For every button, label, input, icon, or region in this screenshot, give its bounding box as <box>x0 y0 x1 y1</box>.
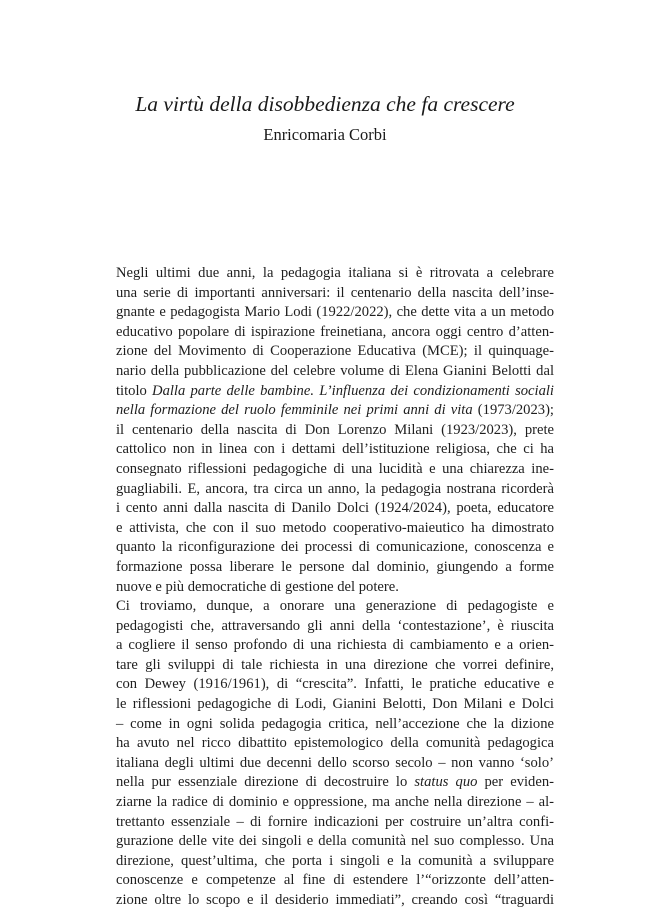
text-line: guagliabili. E, ancora, tra circa un anno, la pedagogia nostrana ricorderà <box>116 480 554 497</box>
text-line: Ci troviamo, dunque, a onorare una generazione di pedagogiste e <box>116 598 554 615</box>
text-line: Negli ultimi due anni, la pedagogia italiana si è ritrovata a celebrare <box>116 265 554 281</box>
text-line: tare gli sviluppi di tale richiesta in una direzione che vorrei definire, <box>116 656 554 673</box>
text-line: le riflessioni pedagogiche di Lodi, Gianini Belotti, Don Milani e Dolci <box>116 696 554 713</box>
paragraph-2 <box>98 597 554 911</box>
text-line: a cogliere il senso profondo di una richiesta di cambiamento e a orien- <box>116 637 554 654</box>
chapter-author: Enricomaria Corbi <box>263 125 387 144</box>
paragraph-1 <box>98 264 554 597</box>
text-line: educativo popolare di ispirazione freinetiana, ancora oggi centro d’atten- <box>116 323 554 340</box>
text-fragment: (1973/2023); <box>472 402 554 419</box>
text-fragment: per eviden- <box>477 774 554 791</box>
text-fragment: . <box>310 382 320 399</box>
text-line: ziarne la radice di dominio e oppressione, ma anche nella direzione – al- <box>116 794 554 811</box>
text-line: italiana degli ultimi due decenni dello scorso secolo – non vanno ‘solo’ <box>116 754 554 771</box>
text-line: trettanto essenziale – di fornire indicazioni per costruire un’altra confi- <box>116 813 554 830</box>
text-line: gnante e pedagogista Mario Lodi (1922/2022), che dette vita a un metodo <box>116 304 554 321</box>
text-line: con Dewey (1916/1961), di “crescita”. Infatti, le pratiche educative e <box>116 676 554 693</box>
text-line: cattolico non in linea con i dettami dell’istituzione religiosa, che ci ha <box>116 441 554 458</box>
text-line: – come in ogni solida pedagogia critica, nell’accezione che la dizione <box>116 715 554 732</box>
book-title-italic: Dalla parte delle bambine <box>152 382 311 399</box>
latin-term-italic: status quo <box>414 774 478 791</box>
text-line: pedagogisti che, attraversando gli anni della ‘contestazione’, è riuscita <box>116 617 554 634</box>
text-line: nario della pubblicazione del celebre volume di Elena Gianini Belotti dal <box>116 362 554 379</box>
text-line <box>98 773 554 793</box>
text-line: gurazione delle vite dei singoli e della comunità nel suo complesso. Una <box>116 833 554 850</box>
text-line: conoscenze e competenze al fine di estendere l’“orizzonte dell’atten- <box>116 872 554 889</box>
book-subtitle-italic: L’influenza dei condizionamenti sociali <box>319 382 554 399</box>
text-line <box>98 401 554 421</box>
book-subtitle-italic: nella formazione del ruolo femminile nei primi anni di vita <box>116 402 473 419</box>
text-line: zione oltre lo scopo e il desiderio immediati”, creando così “traguardi <box>116 892 554 908</box>
text-line: quanto la riconfigurazione dei processi di comunicazione, conoscenza e <box>116 539 554 556</box>
text-line <box>98 382 554 402</box>
chapter-title: La virtù della disobbedienza che fa crescere <box>135 92 515 116</box>
text-line: direzione, quest’ultima, che porta i singoli e la comunità a sviluppare <box>116 852 554 869</box>
text-line: il centenario della nascita di Don Lorenzo Milani (1923/2023), prete <box>116 421 554 438</box>
text-line: nuove e più democratiche di gestione del potere. <box>116 578 399 595</box>
text-fragment: nella pur essenziale direzione di decostruire lo <box>116 774 415 791</box>
text-line: formazione possa liberare le persone dal dominio, giungendo a forme <box>116 558 554 575</box>
text-line: i cento anni dalla nascita di Danilo Dolci (1924/2024), poeta, educatore <box>116 500 554 517</box>
body-text <box>98 264 554 911</box>
text-line: consegnato riflessioni pedagogiche di una lucidità e una chiarezza ine- <box>116 460 554 477</box>
text-fragment: titolo <box>116 382 153 399</box>
text-line: ha avuto nel ricco dibattito epistemologico della comunità pedagogica <box>116 735 554 752</box>
text-line: una serie di importanti anniversari: il centenario della nascita dell’inse- <box>116 284 554 301</box>
text-line: zione del Movimento di Cooperazione Educativa (MCE); il quinquage- <box>116 343 554 360</box>
text-line: e attivista, che con il suo metodo cooperativo-maieutico ha dimostrato <box>116 519 554 536</box>
